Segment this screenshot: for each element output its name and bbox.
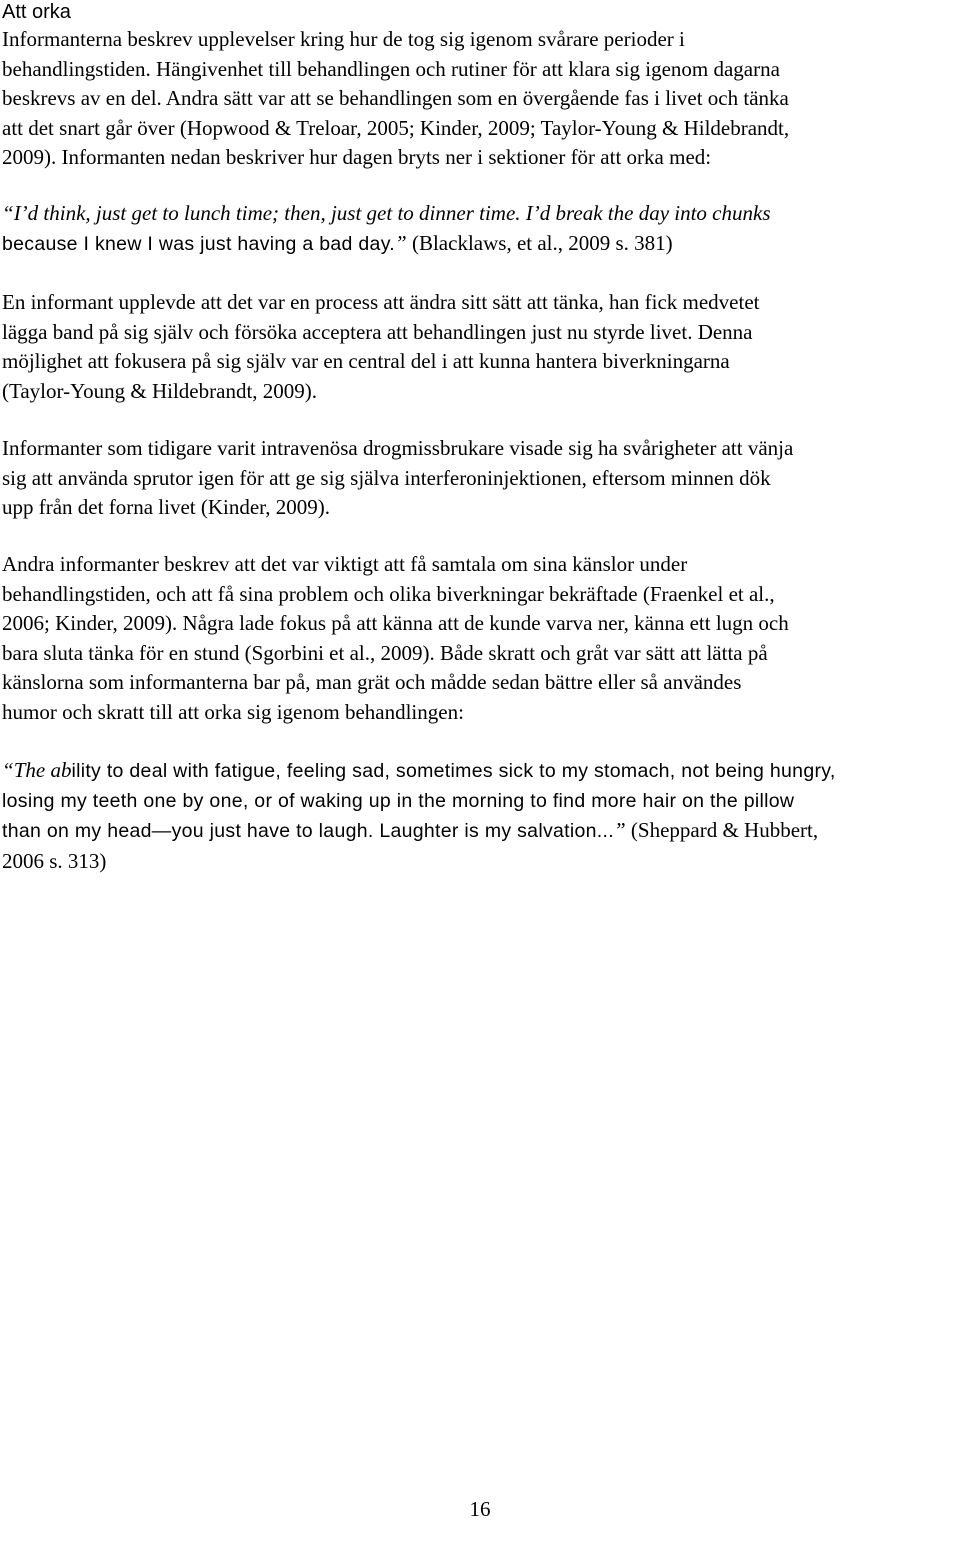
- text-line: Andra informanter beskrev att det var viktigt att få samtala om sina känslor under: [2, 552, 688, 576]
- text-line: sig att använda sprutor igen för att ge sig själva interferoninjektionen, eftersom minnen dök: [2, 465, 771, 490]
- quote-line: [2, 816, 952, 847]
- quote-citation: 2006 s. 313): [2, 848, 107, 873]
- quote-close-mark: ”: [395, 230, 407, 255]
- text-line: (Taylor-Young & Hildebrandt, 2009).: [2, 378, 318, 403]
- page-number: 16: [469, 1497, 491, 1521]
- quote-citation: (Sheppard & Hubbert,: [630, 818, 819, 842]
- paragraph-intro: [2, 25, 952, 173]
- quote-text: ility to deal with fatigue, feeling sad, sometimes sick to my stomach, not being hungry,: [71, 760, 836, 782]
- block-quote-blacklaws: [2, 199, 952, 259]
- text-line: behandlingstiden, och att få sina problem och olika biverkningar bekräftade (Fraenkel et al.,: [2, 581, 775, 606]
- quote-citation: (Blacklaws, et al., 2009 s. 381): [411, 230, 673, 255]
- block-quote-sheppard: [2, 756, 952, 876]
- quote-open-mark: “: [2, 758, 14, 782]
- quote-text: because I knew I was just having a bad day.: [2, 232, 396, 255]
- paragraph-emotions: [2, 550, 952, 727]
- text-line: lägga band på sig själv och försöka acceptera att behandlingen just nu styrde livet. Denna: [2, 319, 753, 344]
- quote-line: [2, 229, 952, 260]
- text-line: möjlighet att fokusera på sig själv var en central del i att kunna hantera biverkningarna: [2, 349, 730, 373]
- quote-text: than on my head—you just have to laugh. Laughter is my salvation...: [2, 820, 614, 842]
- text-line: att det snart går över (Hopwood & Treloar, 2005; Kinder, 2009; Taylor-Young & Hildebrandt,: [2, 115, 790, 140]
- text-line: 2006; Kinder, 2009). Några lade fokus på att känna att de kunde varva ner, känna ett lugn och: [2, 611, 789, 635]
- quote-close-mark: ”: [613, 818, 626, 842]
- text-line: behandlingstiden. Hängivenhet till behandlingen och rutiner för att klara sig igenom dagarna: [2, 56, 780, 81]
- paragraph-drug-users: [2, 434, 952, 523]
- text-line: 2009). Informanten nedan beskriver hur dagen bryts ner i sektioner för att orka med:: [2, 145, 712, 169]
- quote-text: I’d think, just get to lunch time; then, just get to dinner time. I’d break the day into chunks: [13, 201, 771, 225]
- text-line: humor och skratt till att orka sig igenom behandlingen:: [2, 699, 464, 724]
- quote-text: losing my teeth one by one, or of waking up in the morning to find more hair on the pillow: [2, 789, 795, 812]
- quote-text: The ab: [13, 758, 72, 782]
- quote-line: [2, 199, 952, 229]
- text-line: bara sluta tänka för en stund (Sgorbini et al., 2009). Både skratt och gråt var sätt att lätta på: [2, 640, 768, 665]
- text-line: Informanter som tidigare varit intravenösa drogmissbrukare visade sig ha svårigheter att vänja: [2, 436, 794, 460]
- text-line: känslorna som informanterna bar på, man grät och mådde sedan bättre eller så användes: [2, 670, 742, 694]
- text-line: Informanterna beskrev upplevelser kring hur de tog sig igenom svårare perioder i: [2, 27, 685, 51]
- text-line: En informant upplevde att det var en process att ändra sitt sätt att tänka, han fick medvetet: [2, 290, 760, 314]
- quote-open-mark: “: [2, 201, 14, 225]
- paragraph-process: [2, 288, 952, 406]
- quote-line: [2, 756, 952, 787]
- text-line: upp från det forna livet (Kinder, 2009).: [2, 495, 331, 519]
- section-heading: Att orka: [2, 1, 71, 23]
- text-line: beskrevs av en del. Andra sätt var att se behandlingen som en övergående fas i livet och tänka: [2, 86, 789, 110]
